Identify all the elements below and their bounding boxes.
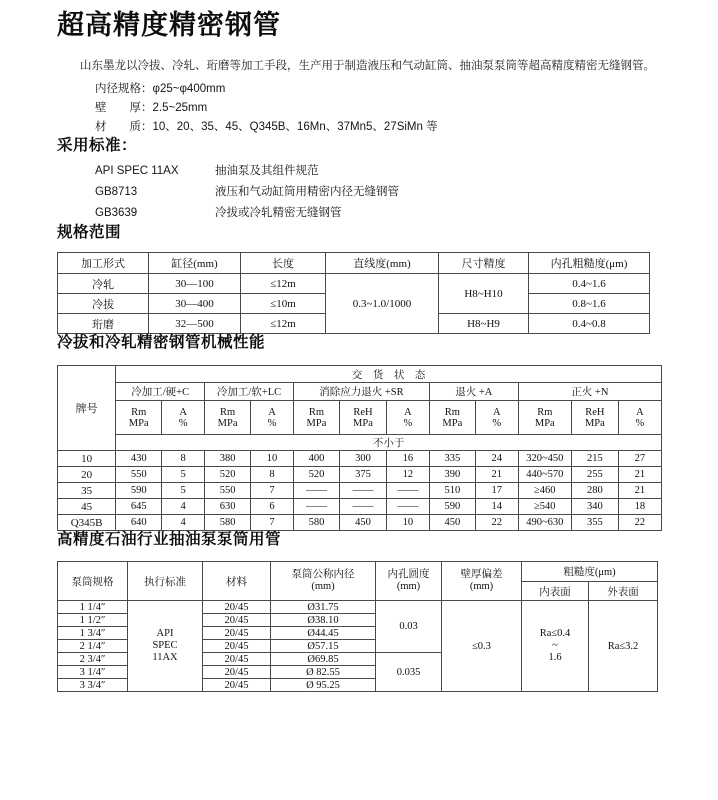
- spec-label: 内径规格：: [95, 83, 153, 95]
- table-header-row: [58, 383, 662, 401]
- table-cell: 3 1/4″: [58, 666, 128, 679]
- column-header: A %: [251, 401, 294, 435]
- table-cell: 30—400: [149, 294, 241, 314]
- column-header: Rm MPa: [518, 401, 571, 435]
- column-header: 执行标准: [128, 562, 203, 601]
- column-header-delivery-state: 交 货 状 态: [116, 366, 662, 383]
- column-header: A %: [386, 401, 429, 435]
- table-cell: 27: [618, 451, 661, 467]
- table-cell: 8: [251, 467, 294, 483]
- table-cell: 7: [251, 515, 294, 531]
- list-item: [95, 161, 658, 182]
- grade-cell: 45: [58, 499, 116, 515]
- column-header: 泵筒规格: [58, 562, 128, 601]
- table-cell-standard: API SPEC 11AX: [128, 601, 203, 692]
- column-header: 壁厚偏差 (mm): [442, 562, 522, 601]
- table-cell: 450: [429, 515, 475, 531]
- table-cell-roundness: 0.03: [376, 601, 442, 653]
- table-cell: ≤12m: [241, 314, 326, 334]
- table-header-row: [58, 562, 658, 582]
- table-cell: Ø57.15: [271, 640, 376, 653]
- table-cell: 14: [475, 499, 518, 515]
- table-cell: 390: [429, 467, 475, 483]
- table-cell: 4: [162, 515, 205, 531]
- table-cell: 21: [618, 467, 661, 483]
- column-header: Rm MPa: [116, 401, 162, 435]
- table-cell: ——: [293, 499, 339, 515]
- mechanical-table: [57, 365, 662, 531]
- table-cell: 10: [386, 515, 429, 531]
- table-cell: 520: [293, 467, 339, 483]
- table-cell: 22: [475, 515, 518, 531]
- table-cell: 2 3/4″: [58, 653, 128, 666]
- table-cell: 20/45: [203, 627, 271, 640]
- column-header-group: 冷加工/硬+C: [116, 383, 205, 401]
- table-cell: 355: [571, 515, 618, 531]
- table-cell: 1 1/4″: [58, 601, 128, 614]
- column-header: A %: [618, 401, 661, 435]
- table-cell: Ø31.75: [271, 601, 376, 614]
- table-cell-outer-roughness: Ra≤3.2: [589, 601, 658, 692]
- table-row: [58, 499, 662, 515]
- table-cell: ——: [386, 499, 429, 515]
- table-cell: ≥540: [518, 499, 571, 515]
- table-cell: ——: [339, 483, 386, 499]
- table-cell: ——: [386, 483, 429, 499]
- standards-list: [95, 161, 658, 224]
- table-cell: 0.8~1.6: [529, 294, 650, 314]
- table-cell: 32—500: [149, 314, 241, 334]
- spec-label: 壁 厚：: [95, 102, 153, 114]
- table-cell: 640: [116, 515, 162, 531]
- table-row: [58, 451, 662, 467]
- table-cell: 2 1/4″: [58, 640, 128, 653]
- table-cell: Ø 95.25: [271, 679, 376, 692]
- column-header: 材料: [203, 562, 271, 601]
- table-cell: ≤10m: [241, 294, 326, 314]
- table-cell: 1 3/4″: [58, 627, 128, 640]
- spec-range-heading: 规格范围: [57, 224, 122, 241]
- table-cell: 21: [475, 467, 518, 483]
- table-cell: 16: [386, 451, 429, 467]
- table-cell: 7: [251, 483, 294, 499]
- column-header-group: 退火 +A: [429, 383, 518, 401]
- column-header: Rm MPa: [429, 401, 475, 435]
- table-row: [58, 467, 662, 483]
- table-cell: 280: [571, 483, 618, 499]
- column-header-grade: 牌号: [58, 366, 116, 451]
- table-cell: 6: [251, 499, 294, 515]
- column-header: 长度: [241, 253, 326, 274]
- table-cell: 20/45: [203, 666, 271, 679]
- standard-code: API SPEC 11AX: [95, 165, 179, 177]
- table-cell: Ø44.45: [271, 627, 376, 640]
- table-cell: 430: [116, 451, 162, 467]
- table-cell: ——: [339, 499, 386, 515]
- spec-summary: [95, 80, 658, 137]
- grade-cell: 35: [58, 483, 116, 499]
- table-cell: 冷轧: [58, 274, 149, 294]
- column-header-group: 消除应力退火 +SR: [293, 383, 429, 401]
- standards-heading: 采用标准：: [57, 137, 138, 154]
- table-cell: 215: [571, 451, 618, 467]
- column-header-roughness: 粗糙度(μm): [522, 562, 658, 582]
- table-cell: 440~570: [518, 467, 571, 483]
- table-cell: 550: [205, 483, 251, 499]
- table-cell-wall-deviation: ≤0.3: [442, 601, 522, 692]
- table-cell: 490~630: [518, 515, 571, 531]
- table-cell: 1 1/2″: [58, 614, 128, 627]
- table-cell: 17: [475, 483, 518, 499]
- column-header: 内表面: [522, 582, 589, 601]
- table-cell: 5: [162, 467, 205, 483]
- standard-code: GB3639: [95, 207, 138, 219]
- page-title: 超高精度精密钢管: [57, 10, 281, 40]
- spec-line-wall: [95, 99, 658, 118]
- table-cell: 520: [205, 467, 251, 483]
- column-header: 加工形式: [58, 253, 149, 274]
- table-cell: Ø38.10: [271, 614, 376, 627]
- table-cell: 12: [386, 467, 429, 483]
- table-row: [58, 274, 650, 294]
- table-cell: 21: [618, 483, 661, 499]
- table-cell: 20/45: [203, 601, 271, 614]
- table-cell: 珩磨: [58, 314, 149, 334]
- column-header-group: 正火 +N: [518, 383, 661, 401]
- table-cell: 580: [293, 515, 339, 531]
- column-header: ReH MPa: [571, 401, 618, 435]
- table-cell: 375: [339, 467, 386, 483]
- column-header: 外表面: [589, 582, 658, 601]
- table-cell-roundness: 0.035: [376, 653, 442, 692]
- spec-range-table: [57, 252, 650, 334]
- list-item: [95, 182, 658, 203]
- table-cell: 380: [205, 451, 251, 467]
- column-header-group: 冷加工/软+LC: [205, 383, 294, 401]
- column-header: 内孔圆度 (mm): [376, 562, 442, 601]
- spec-value: 2.5~25mm: [152, 102, 208, 114]
- intro-paragraph: 山东墨龙以冷拔、冷轧、珩磨等加工手段，生产用于制造液压和气动缸筒、抽油泵泵筒等超高精度精密无缝钢管。: [80, 60, 655, 72]
- table-header-row: [58, 401, 662, 435]
- grade-cell: 10: [58, 451, 116, 467]
- column-header: 内孔粗糙度(μm): [529, 253, 650, 274]
- table-cell: 300: [339, 451, 386, 467]
- spec-value: φ25~φ400mm: [152, 83, 226, 95]
- table-cell: 0.4~0.8: [529, 314, 650, 334]
- table-cell: 8: [162, 451, 205, 467]
- table-cell: 30—100: [149, 274, 241, 294]
- table-cell: 5: [162, 483, 205, 499]
- table-cell: 20/45: [203, 679, 271, 692]
- spec-line-material: [95, 118, 658, 137]
- column-header: 泵筒公称内径 (mm): [271, 562, 376, 601]
- table-cell: 400: [293, 451, 339, 467]
- table-cell-inner-roughness: Ra≤0.4 ~ 1.6: [522, 601, 589, 692]
- table-header-row: [58, 253, 650, 274]
- table-cell: 510: [429, 483, 475, 499]
- mechanical-heading: 冷拔和冷轧精密钢管机械性能: [57, 334, 266, 351]
- grade-cell: Q345B: [58, 515, 116, 531]
- column-header: ReH MPa: [339, 401, 386, 435]
- table-cell: 590: [116, 483, 162, 499]
- table-cell: 335: [429, 451, 475, 467]
- table-row: [58, 601, 658, 614]
- table-cell: 20/45: [203, 653, 271, 666]
- table-cell: 550: [116, 467, 162, 483]
- table-cell: 580: [205, 515, 251, 531]
- standard-code: GB8713: [95, 186, 138, 198]
- column-header: 缸径(mm): [149, 253, 241, 274]
- table-row: [58, 483, 662, 499]
- table-cell-precision: H8~H9: [439, 314, 529, 334]
- table-cell: ≤12m: [241, 274, 326, 294]
- table-cell: 630: [205, 499, 251, 515]
- grade-cell: 20: [58, 467, 116, 483]
- table-cell: 10: [251, 451, 294, 467]
- table-cell-straightness: 0.3~1.0/1000: [326, 274, 439, 334]
- table-cell: 18: [618, 499, 661, 515]
- table-cell: ——: [293, 483, 339, 499]
- table-cell: 22: [618, 515, 661, 531]
- spec-label: 材 质：: [95, 121, 153, 133]
- table-cell: 20/45: [203, 640, 271, 653]
- table-cell: 320~450: [518, 451, 571, 467]
- table-row: [58, 515, 662, 531]
- standard-desc: 液压和气动缸筒用精密内径无缝钢管: [215, 186, 399, 198]
- table-header-row: [58, 435, 662, 451]
- pump-table-heading: 高精度石油行业抽油泵泵筒用管: [57, 531, 282, 548]
- standard-desc: 冷拔或冷轧精密无缝钢管: [215, 207, 342, 219]
- table-cell: 3 3/4″: [58, 679, 128, 692]
- table-cell: 255: [571, 467, 618, 483]
- column-header: 直线度(mm): [326, 253, 439, 274]
- table-cell: Ø 82.55: [271, 666, 376, 679]
- table-cell: ≥460: [518, 483, 571, 499]
- spec-line-bore: [95, 80, 658, 99]
- column-header: 尺寸精度: [439, 253, 529, 274]
- table-cell: 450: [339, 515, 386, 531]
- column-header-min-note: 不小于: [116, 435, 662, 451]
- table-header-row: [58, 366, 662, 383]
- column-header: Rm MPa: [205, 401, 251, 435]
- table-cell-precision: H8~H10: [439, 274, 529, 314]
- table-cell: 590: [429, 499, 475, 515]
- table-cell: 24: [475, 451, 518, 467]
- table-cell: 4: [162, 499, 205, 515]
- column-header: Rm MPa: [293, 401, 339, 435]
- table-cell: 340: [571, 499, 618, 515]
- list-item: [95, 203, 658, 224]
- table-cell: 0.4~1.6: [529, 274, 650, 294]
- column-header: A %: [475, 401, 518, 435]
- pump-barrel-table: [57, 561, 658, 692]
- table-cell: Ø69.85: [271, 653, 376, 666]
- standard-desc: 抽油泵及其组件规范: [215, 165, 319, 177]
- table-cell: 冷拔: [58, 294, 149, 314]
- table-cell: 20/45: [203, 614, 271, 627]
- table-cell: 645: [116, 499, 162, 515]
- spec-value: 10、20、35、45、Q345B、16Mn、37Mn5、27SiMn 等: [152, 121, 438, 133]
- column-header: A %: [162, 401, 205, 435]
